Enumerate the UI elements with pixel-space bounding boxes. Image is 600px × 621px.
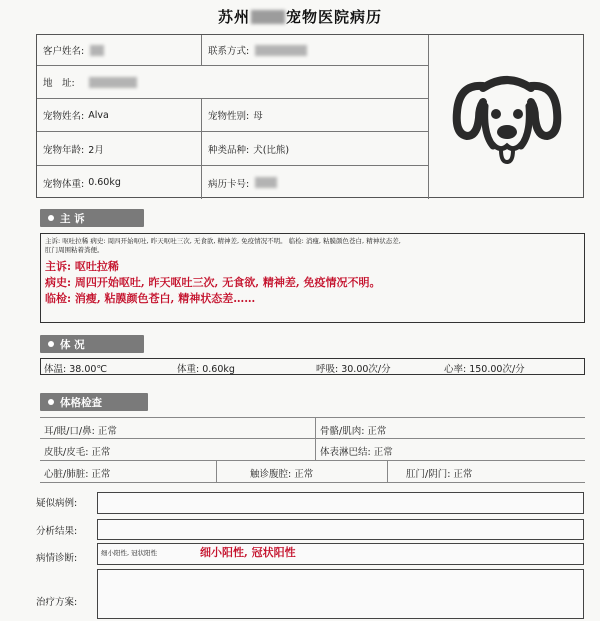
pet-name-cell <box>37 99 202 132</box>
title-left: 苏州 <box>217 8 250 26</box>
pet-weight-cell <box>37 166 202 199</box>
exam-lymph: 体表淋巴结: 正常 <box>320 447 393 458</box>
bullet-icon <box>48 215 54 221</box>
pet-name-value: Alva <box>88 109 109 121</box>
bullet-icon <box>48 341 54 347</box>
complaint-handwritten-chief: 主诉: 呕吐拉稀 <box>45 260 119 273</box>
complaint-handwritten-history: 病史: 周四开始呕吐, 昨天呕吐三次, 无食欲, 精神差, 免疫情况不明。 <box>45 276 381 289</box>
exam-section-title: 体格检查 <box>60 396 102 409</box>
divider <box>387 461 388 483</box>
heart-rate-value: 心率: 150.00次/分 <box>444 364 525 375</box>
bullet-icon <box>48 399 54 405</box>
condition-section-title: 体 况 <box>60 338 85 351</box>
redacted-address <box>89 77 137 88</box>
pet-weight-value: 0.60kg <box>88 177 121 188</box>
pet-sex-value: 母 <box>253 111 263 122</box>
breed-label: 种类品种: <box>208 144 250 156</box>
complaint-typed-line-1: 主诉: 呕吐拉稀 病史: 周四开始呕吐, 昨天呕吐三次, 无食欲, 精神差, 免疫情况不明。 临检: 消瘦, 粘膜颜色苍白, 精神状态差, <box>45 237 401 245</box>
diagnosis-handwritten-text: 细小阳性, 冠状阳性 <box>200 546 296 559</box>
title-right: 宠物医院病历 <box>286 8 383 26</box>
pet-age-label: 宠物年龄: <box>43 144 85 156</box>
contact-cell <box>202 35 429 66</box>
exam-skin: 皮肤/皮毛: 正常 <box>44 447 111 458</box>
suspected-case-field <box>97 492 584 514</box>
exam-heart-lung: 心脏/肺脏: 正常 <box>44 469 111 480</box>
respiration-value: 呼吸: 30.00次/分 <box>316 364 391 375</box>
client-info-table <box>36 34 584 198</box>
redacted-record-no <box>255 177 277 188</box>
record-no-label: 病历卡号: <box>208 178 250 190</box>
address-label: 地 址: <box>43 78 75 89</box>
complaint-typed-line-2: 肛门周围粘着粪便。 <box>45 246 104 254</box>
exam-row-3 <box>40 461 585 483</box>
complaint-section-title: 主 诉 <box>60 212 85 225</box>
address-cell <box>37 66 429 99</box>
divider <box>315 439 316 461</box>
redacted-hospital-name <box>251 10 285 24</box>
exam-section-tag <box>40 393 148 411</box>
treatment-plan-field <box>97 569 584 619</box>
dog-logo-cell <box>429 35 585 199</box>
vitals-row <box>40 358 585 375</box>
diagnosis-field <box>97 543 584 565</box>
exam-ent: 耳/眼/口/鼻: 正常 <box>44 426 117 437</box>
divider <box>216 461 217 483</box>
contact-label: 联系方式: <box>208 46 250 57</box>
pet-weight-label: 宠物体重: <box>43 178 85 190</box>
page-title <box>0 6 600 27</box>
exam-row-1 <box>40 417 585 439</box>
temperature-value: 体温: 38.00℃ <box>44 364 108 375</box>
exam-anus: 肛门/阴门: 正常 <box>406 469 473 480</box>
complaint-section-tag <box>40 209 144 227</box>
diagnosis-label: 病情诊断: <box>36 553 78 564</box>
physical-exam-table <box>40 417 585 487</box>
body-weight-value: 体重: 0.60kg <box>177 364 235 375</box>
diagnosis-typed-text: 细小阳性, 冠状阳性 <box>101 549 158 557</box>
customer-name-cell <box>37 35 202 66</box>
exam-abdomen: 触诊腹腔: 正常 <box>250 469 314 480</box>
analysis-result-field <box>97 519 584 540</box>
pet-sex-cell <box>202 99 429 132</box>
breed-cell <box>202 132 429 166</box>
condition-section-tag <box>40 335 144 353</box>
pet-sex-label: 宠物性别: <box>208 111 250 122</box>
pet-name-label: 宠物姓名: <box>43 111 85 122</box>
exam-musculoskeletal: 骨骼/肌肉: 正常 <box>320 426 387 437</box>
complaint-box <box>40 233 585 323</box>
treatment-plan-label: 治疗方案: <box>36 597 78 608</box>
complaint-handwritten-exam: 临检: 消瘦, 粘膜颜色苍白, 精神状态差…… <box>45 292 256 305</box>
exam-row-2 <box>40 439 585 461</box>
breed-value: 犬(比熊) <box>253 144 290 156</box>
redacted-customer-name <box>90 45 104 56</box>
redacted-contact <box>255 45 307 56</box>
dog-logo-icon <box>449 62 565 172</box>
record-no-cell <box>202 166 429 199</box>
divider <box>315 418 316 440</box>
pet-age-cell <box>37 132 202 166</box>
analysis-result-label: 分析结果: <box>36 526 78 537</box>
customer-name-label: 客户姓名: <box>43 46 85 57</box>
suspected-case-label: 疑似病例: <box>36 498 78 509</box>
pet-age-value: 2月 <box>88 144 104 156</box>
